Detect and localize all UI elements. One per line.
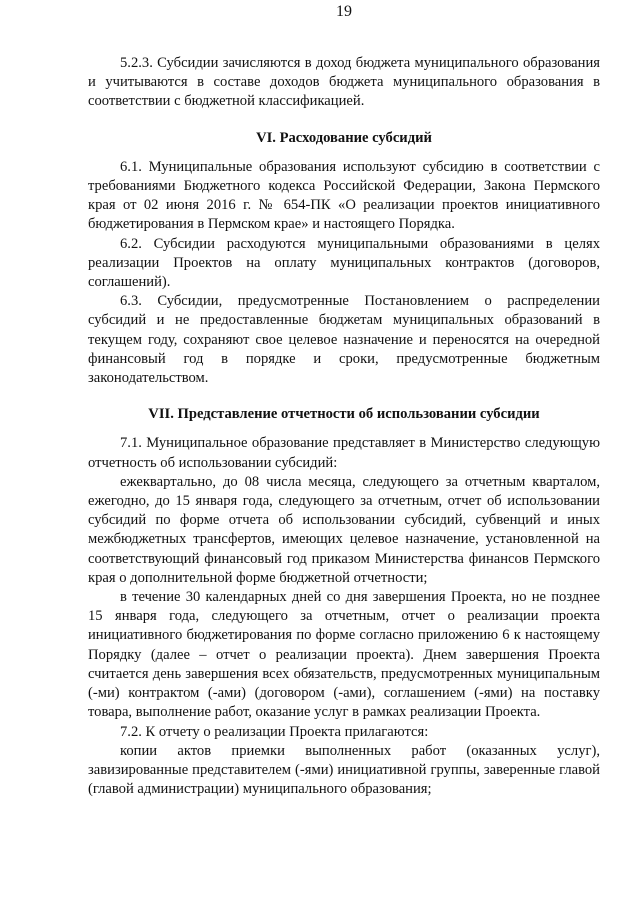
paragraph-7-2: 7.2. К отчету о реализации Проекта прилагаются: — [120, 723, 429, 740]
document-body — [88, 54, 600, 799]
section-7-heading: VII. Представление отчетности об использовании субсидии — [148, 406, 540, 423]
paragraph-7-1: 7.1. Муниципальное образование представляет в Министерство следующую отчетность об использовании субсидий: — [88, 435, 600, 471]
paragraph-5-2-3: 5.2.3. Субсидии зачисляются в доход бюджета муниципального образования и учитываются в составе доходов бюджета муниципального образования в соответствии с бюджетной классификацией. — [88, 55, 600, 110]
paragraph-acts-copies: копии актов приемки выполненных работ (оказанных услуг), завизированные представителем (-ями) инициативной группы, заверенные главой (главой администрации) муниципального образования; — [88, 742, 600, 798]
paragraph-project-report: в течение 30 календарных дней со дня завершения Проекта, но не позднее 15 января года, следующего за отчетным, отчет о реализации проекта инициативного бюджетирования по форме согласно приложению 6 к настоящему Порядку (далее – отчет о реализации проекта). Днем завершения Проекта считается день завершения всех обязательств, предусмотренных муниципальным (-ми) контрактом (-ами) (договором (-ами), соглашением (-ями) на поставку товара, выполнение работ, оказание услуг в рамках реализации Проекта. — [88, 589, 600, 721]
paragraph-6-2: 6.2. Субсидии расходуются муниципальными образованиями в целях реализации Проектов на оплату муниципальных контрактов (договоров, соглашений). — [88, 235, 600, 291]
paragraph-6-1: 6.1. Муниципальные образования используют субсидию в соответствии с требованиями Бюджетного кодекса Российской Федерации, Закона Пермского края от 02 июня 2016 г. № 654-ПК «О реализации проектов инициативного бюджетирования в Пермском крае» и настоящего Порядка. — [88, 158, 600, 233]
paragraph-6-3: 6.3. Субсидии, предусмотренные Постановлением о распределении субсидий и не предоставленные бюджетам муниципальных образований в текущем году, сохраняют свое целевое назначение и переносятся на очередной финансовый год в порядке и сроки, предусмотренные бюджетным законодательством. — [88, 293, 600, 387]
paragraph-quarterly-report: ежеквартально, до 08 числа месяца, следующего за отчетным кварталом, ежегодно, до 15 января года, следующего за отчетным, отчет об использовании субсидий по форме отчета об использовании субсидий, субвенций и иных межбюджетных трансфертов, имеющих целевое назначение, установленной на соответствующий финансовый год приказом Министерства финансов Пермского края о дополнительной форме бюджетной отчетности; — [88, 473, 600, 586]
page-number: 19 — [336, 3, 352, 20]
section-6-heading: VI. Расходование субсидий — [256, 129, 432, 146]
